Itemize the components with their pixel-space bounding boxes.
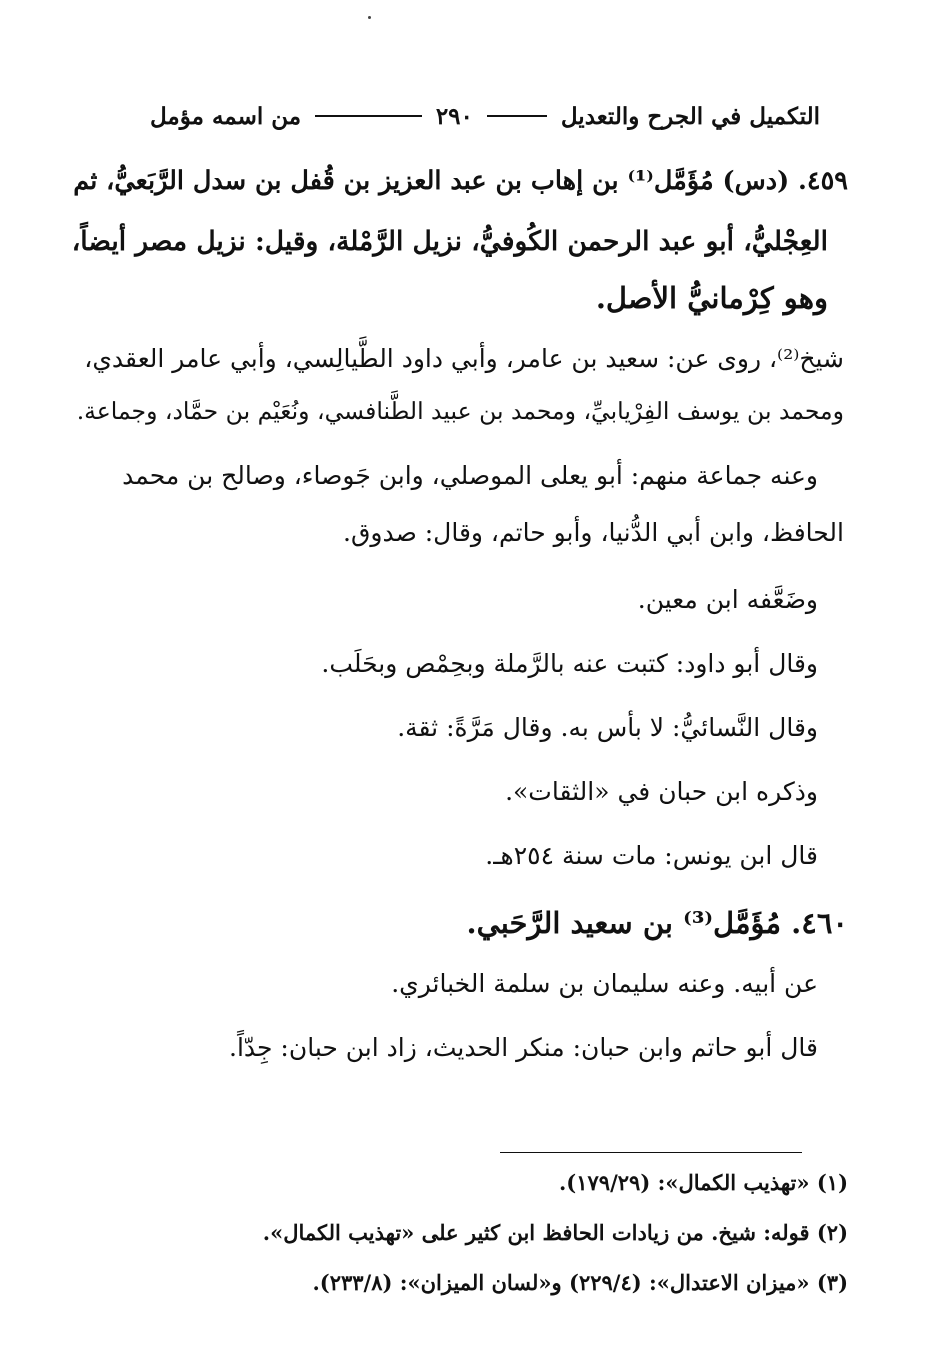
footnote-3: (٣) «ميزان الاعتدال»: (٢٢٩/٤) و«لسان الميزان»: (٢٣٣/٨). <box>312 1270 848 1295</box>
book-title: التكميل في الجرح والتعديل <box>560 102 820 130</box>
ibn-hibban-text: وذكره ابن حبان في «الثقات». <box>505 777 818 806</box>
narrated-from-text: شيخ⁽²⁾، روى عن: سعيد بن عامر، وأبي داود الطَّيالِسي، وأبي عامر العقدي، <box>84 344 844 373</box>
running-header <box>150 96 820 136</box>
ibn-yunus-text: قال ابن يونس: مات سنة ٢٥٤هـ. <box>485 841 818 870</box>
entry-459-heading-cont: العِجْليُّ، أبو عبد الرحمن الكُوفيُّ، نزيل الرَّمْلة، وقيل: نزيل مصر أيضاً، <box>71 226 828 257</box>
entry-460-heading: ٤٦٠. مُؤَمَّل⁽³⁾ بن سعيد الرَّحَبي. <box>466 906 848 940</box>
entry-459-heading: ٤٥٩. (دس) مُؤَمَّل⁽¹⁾ بن إهاب بن عبد العزيز بن قُفل بن سدل الرَّبَعيُّ، ثم <box>73 166 848 196</box>
nasai-text: وقال النَّسائيُّ: لا بأس به. وقال مَرَّةً: ثقة. <box>397 713 818 742</box>
entry-460-narration: عن أبيه. وعنه سليمان بن سلمة الخبائري. <box>391 969 818 998</box>
footnote-2: (٢) قوله: شيخ. من زيادات الحافظ ابن كثير على «تهذيب الكمال». <box>262 1220 848 1245</box>
ibn-maeen-text: وضَعَّفه ابن معين. <box>637 585 818 614</box>
page-number: ٢٩٠ <box>435 102 473 130</box>
entry-460-verdict: قال أبو حاتم وابن حبان: منكر الحديث، زاد ابن حبان: جِدّاً. <box>229 1033 818 1062</box>
narrated-from-text-cont: ومحمد بن يوسف الفِرْيابيِّ، ومحمد بن عبيد الطَّنافسي، ونُعَيْم بن حمَّاد، وجماعة. <box>76 397 844 425</box>
narrators-text: وعنه جماعة منهم: أبو يعلى الموصلي، وابن جَوصاء، وصالح بن محمد <box>122 461 818 490</box>
footnote-1: (١) «تهذيب الكمال»: (١٧٩/٢٩). <box>559 1170 848 1195</box>
footnote-separator <box>500 1152 802 1153</box>
scan-speck <box>368 16 371 19</box>
header-rule-right <box>487 115 547 117</box>
section-name: من اسمه مؤمل <box>150 102 302 130</box>
narrators-text-cont: الحافظ، وابن أبي الدُّنيا، وأبو حاتم، وقال: صدوق. <box>343 518 844 547</box>
entry-459-heading-end: وهو كِرْمانيُّ الأصل. <box>595 281 828 315</box>
header-rule-left <box>315 115 422 117</box>
abu-dawud-text: وقال أبو داود: كتبت عنه بالرَّملة وبحِمْص وبحَلَب. <box>321 649 818 678</box>
